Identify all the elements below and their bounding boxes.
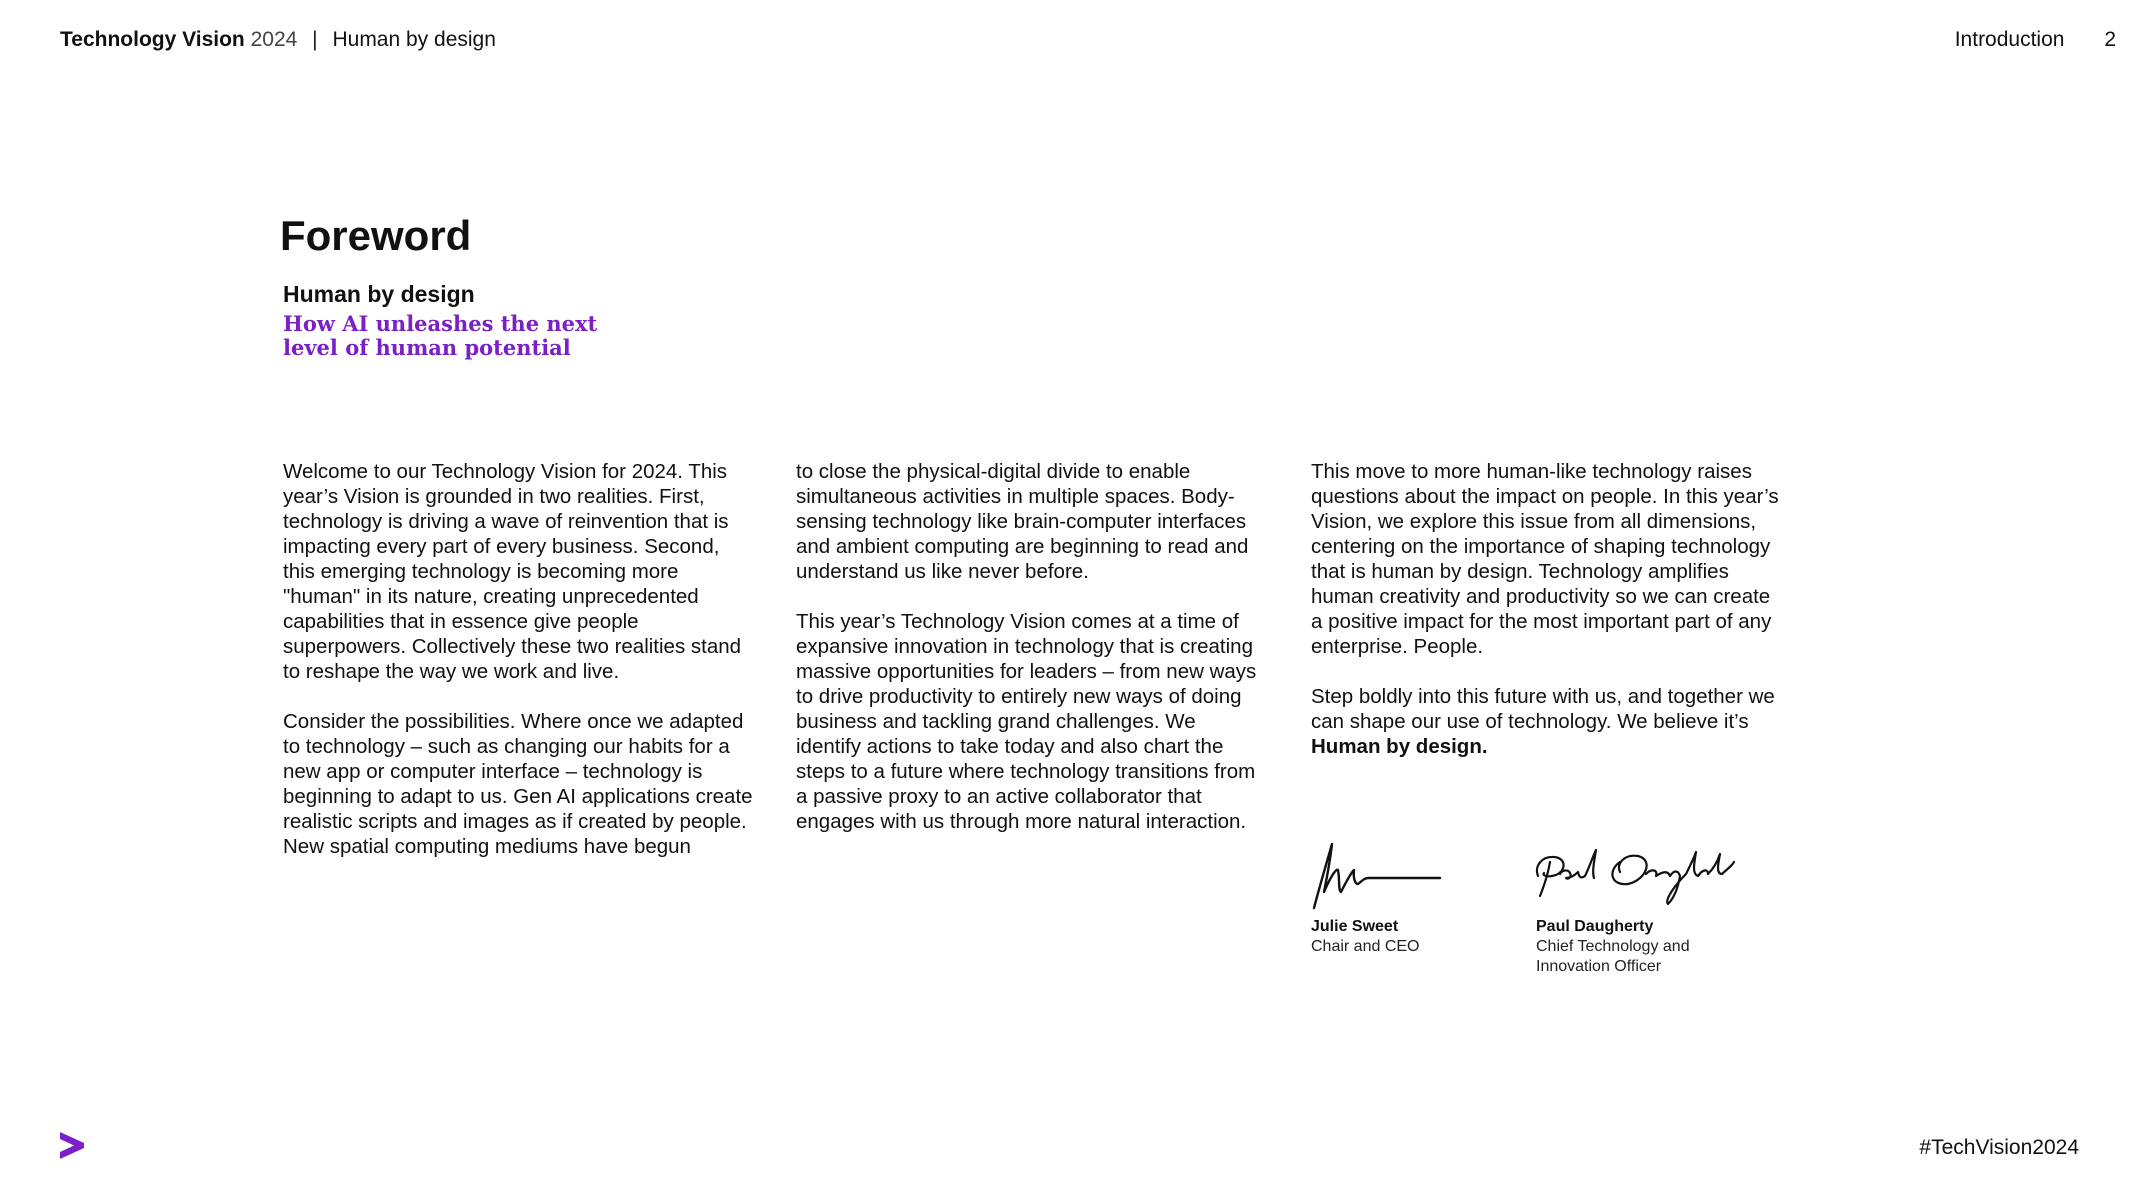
page-number: 2 — [2104, 28, 2116, 51]
signature-paul-daugherty-icon — [1528, 840, 1738, 912]
page-title: Foreword — [280, 212, 472, 259]
header-title — [60, 28, 496, 52]
header-separator: | — [312, 28, 318, 51]
header-nav — [1955, 28, 2116, 52]
brand-name: Technology Vision — [60, 28, 245, 51]
closing-text: Step boldly into this future with us, and together we can shape our use of technology. We believe it’s — [1311, 685, 1775, 733]
page-tagline: How AI unleashes the next level of human potential — [283, 311, 598, 360]
closing-emphasis: Human by design. — [1311, 735, 1488, 758]
page-subtitle: Human by design — [283, 281, 475, 307]
body-column-1 — [283, 459, 753, 884]
paragraph: This year’s Technology Vision comes at a time of expansive innovation in technology that is creating massive opportunities for leaders – from new ways to drive productivity to entirely new ways of doing business and tackling grand challenges. We identify actions to take today and also chart the steps to a future where technology transitions from a passive proxy to an active collaborator that engages with us through more natural interaction. — [796, 610, 1257, 833]
paragraph: Consider the possibilities. Where once we adapted to technology – such as changing our habits for a new app or computer interface – technology is beginning to adapt to us. Gen AI applications create realistic scripts and images as if created by people. New spatial computing mediums have begun — [283, 710, 753, 858]
footer-hashtag: #TechVision2024 — [1919, 1136, 2079, 1159]
brand-year: 2024 — [250, 28, 298, 51]
paragraph: Welcome to our Technology Vision for 2024. This year’s Vision is grounded in two realities. First, technology is driving a wave of reinvention that is impacting every part of every business. Second, this emerging technology is becoming more "human" in its nature, creating unprecedented capabilities that in essence give people superpowers. Collectively these two realities stand to reshape the way we work and live. — [283, 460, 742, 683]
signatory-name: Paul Daugherty — [1536, 918, 1654, 935]
paragraph: to close the physical-digital divide to enable simultaneous activities in multiple spaces. Body-sensing technology like brain-computer interfaces and ambient computing are beginning to read and understand us like never before. — [796, 460, 1249, 583]
chevron-logo-icon[interactable] — [58, 1130, 86, 1160]
signatory-role: Chair and CEO — [1311, 938, 1420, 955]
body-column-3 — [1311, 459, 1781, 784]
signatory-role: Chief Technology and Innovation Officer — [1536, 938, 1690, 975]
signature-julie-sweet-icon — [1308, 840, 1443, 912]
closing-paragraph — [1311, 684, 1781, 759]
signatory-name: Julie Sweet — [1311, 918, 1399, 935]
body-column-2 — [796, 459, 1266, 859]
section-link[interactable]: Introduction — [1954, 28, 2065, 51]
header-theme: Human by design — [332, 28, 496, 51]
paragraph: This move to more human-like technology raises questions about the impact on people. In this year’s Vision, we explore this issue from all dimensions, centering on the importance of shaping technology that is human by design. Technology amplifies human creativity and productivity so we can create a positive impact for the most important part of any enterprise. People. — [1311, 460, 1779, 658]
